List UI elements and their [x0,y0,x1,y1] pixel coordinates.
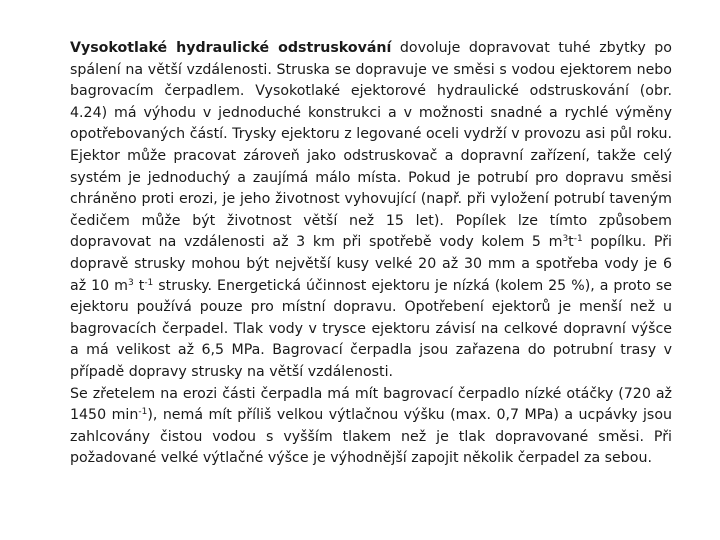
lead-term: Vysokotlaké hydraulické odstruskování [70,40,392,56]
paragraph-1-text-d: t [133,277,145,294]
paragraph-2-text-b: ), nemá mít příliš velkou výtlačnou výšku (max. 0,7 MPa) a ucpávky jsou zahlcovány čistou vodou s vyšším tlakem než je tlak dopravované směsi. Při požadované velké výtlačné výšce je výhodnější zapojit několik čerpadel za sebou. [70,407,672,467]
paragraph-2-text-a: Se zřetelem na erozi části čerpadla má mít bagrovací čerpadlo nízké otáčky (720 až 1450 min [70,385,672,424]
paragraph-2 [70,384,672,470]
text-block [70,38,672,470]
superscript-t-a: -1 [573,234,583,245]
superscript-min: -1 [138,407,148,418]
superscript-m3-b: 3 [128,277,134,288]
paragraph-1-text-e: strusky. Energetická účinnost ejektoru je nízká (kolem 25 %), a proto se ejektoru používá pouze pro místní dopravu. Opotřebení ejektorů je menší než u bagrovacích čerpadel. Tlak vody v trysce ejektoru závisí na celkové dopravní výšce a má velikost až 6,5 MPa. Bagrovací čerpadla jsou zařazena do potrubní trasy v případě dopravy strusky na větší vzdálenosti. [70,277,672,380]
paragraph-1-text-b: t [568,234,574,251]
paragraph-1 [70,38,672,384]
superscript-t-b: -1 [144,277,154,288]
superscript-m3-a: 3 [562,234,569,245]
paragraph-1-text-a: dovoluje dopravovat tuhé zbytky po spálení na větší vzdálenosti. Struska se dopravuje ve směsi s vodou ejektorem nebo bagrovacím čerpadlem. Vysokotlaké ejektorové hydraulické odstruskování (obr. 4.24) má výhodu v jednoduché konstrukci a v možnosti snadné a rychlé výměny opotřebovaných částí. Trysky ejektoru z legované oceli vydrží v provozu asi půl roku. Ejektor může pracovat zároveň jako odstruskovač a dopravní zařízení, takže celý systém je jednoduchý a zaujímá málo místa. Pokud je potrubí pro dopravu směsi chráněno proti erozi, je jeho životnost vyhovující (např. při vyložení potrubí taveným čedičem může být životnost větší než 15 let). Popílek lze tímto způsobem dopravovat na vzdálenosti až 3 km při spotřebě vody kolem 5 m [70,40,672,251]
paragraph-1-text-c: popílku. Při dopravě strusky mohou být největší kusy velké 20 až 30 mm a spotřeba vody je 6 až 10 m [70,234,672,294]
